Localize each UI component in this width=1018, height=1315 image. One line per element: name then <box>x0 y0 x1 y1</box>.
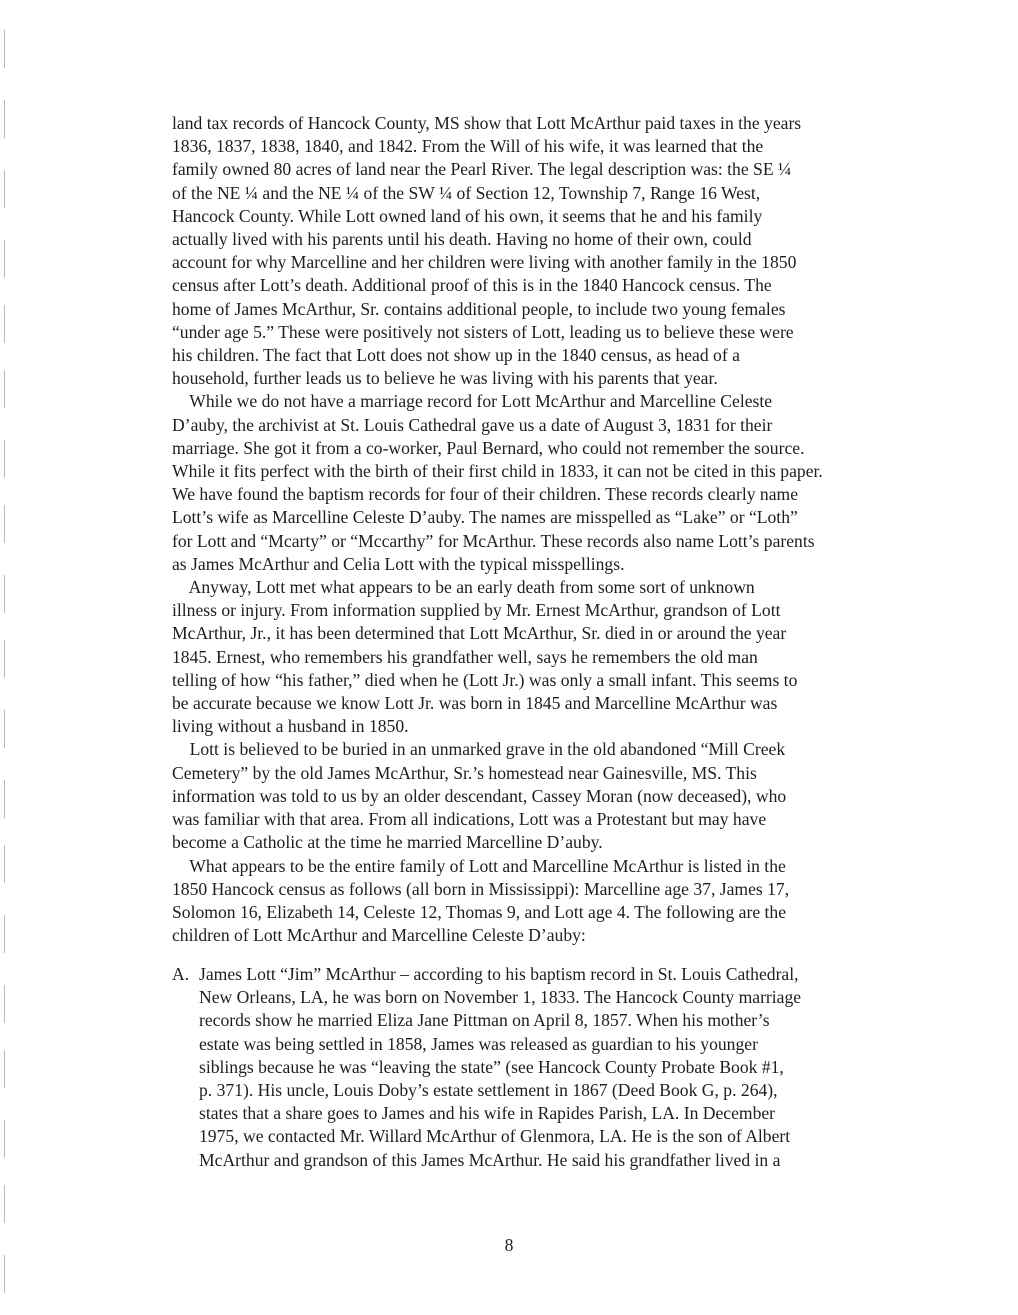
edge-mark <box>4 305 5 343</box>
text-line: What appears to be the entire family of Lott and Marcelline McArthur is listed in the <box>172 855 786 876</box>
edge-mark <box>4 915 5 953</box>
text-line: be accurate because we know Lott Jr. was born in 1845 and Marcelline McArthur was <box>172 693 778 714</box>
text-line: was familiar with that area. From all indications, Lott was a Protestant but may have <box>172 809 767 830</box>
edge-mark <box>4 170 5 208</box>
text-line: We have found the baptism records for four of their children. These records clearly name <box>172 484 799 505</box>
list-marker: A. <box>172 964 190 984</box>
text-line: household, further leads us to believe he was living with his parents that year. <box>172 368 718 389</box>
edge-mark <box>4 240 5 278</box>
text-line: living without a husband in 1850. <box>172 716 409 737</box>
text-line: states that a share goes to James and his wife in Rapides Parish, LA. In December <box>199 1103 776 1124</box>
text-line: 1850 Hancock census as follows (all born in Mississippi): Marcelline age 37, James 17, <box>172 878 790 899</box>
text-line: 1975, we contacted Mr. Willard McArthur of Glenmora, LA. He is the son of Albert <box>199 1126 791 1147</box>
text-line: Lott is believed to be buried in an unmarked grave in the old abandoned “Mill Creek <box>172 739 786 760</box>
text-line: actually lived with his parents until his death. Having no home of their own, could <box>172 229 752 250</box>
edge-mark <box>4 30 5 68</box>
text-line: While it fits perfect with the birth of their first child in 1833, it can not be cited in this paper. <box>172 461 823 482</box>
body-text <box>172 112 932 947</box>
text-line: Cemetery” by the old James McArthur, Sr.’s homestead near Gainesville, MS. This <box>172 762 757 783</box>
edge-mark <box>4 575 5 613</box>
text-line: estate was being settled in 1858, James was released as guardian to his younger <box>199 1033 758 1054</box>
text-line: McArthur, Jr., it has been determined that Lott McArthur, Sr. died in or around the year <box>172 623 787 644</box>
text-line: illness or injury. From information supplied by Mr. Ernest McArthur, grandson of Lott <box>172 600 781 621</box>
text-line: Solomon 16, Elizabeth 14, Celeste 12, Thomas 9, and Lott age 4. The following are the <box>172 901 787 922</box>
list-item-body <box>199 963 932 1172</box>
text-line: Lott’s wife as Marcelline Celeste D’auby. The names are misspelled as “Lake” or “Loth” <box>172 507 798 528</box>
edge-mark <box>4 1050 5 1088</box>
text-line: family owned 80 acres of land near the Pearl River. The legal description was: the SE ¼ <box>172 159 792 180</box>
text-line: New Orleans, LA, he was born on November 1, 1833. The Hancock County marriage <box>199 987 802 1008</box>
edge-mark <box>4 100 5 138</box>
text-line: While we do not have a marriage record for Lott McArthur and Marcelline Celeste <box>172 391 773 412</box>
text-line: 1845. Ernest, who remembers his grandfather well, says he remembers the old man <box>172 646 758 667</box>
text-line: telling of how “his father,” died when he (Lott Jr.) was only a small infant. This seems to <box>172 669 798 690</box>
edge-mark <box>4 640 5 678</box>
text-line: become a Catholic at the time he married Marcelline D’auby. <box>172 832 603 853</box>
text-line: home of James McArthur, Sr. contains additional people, to include two young females <box>172 298 786 319</box>
text-line: as James McArthur and Celia Lott with the typical misspellings. <box>172 553 625 574</box>
text-line: children of Lott McArthur and Marcelline Celeste D’auby: <box>172 925 586 946</box>
text-line: information was told to us by an older descendant, Cassey Moran (now deceased), who <box>172 785 787 806</box>
text-line: 1836, 1837, 1838, 1840, and 1842. From the Will of his wife, it was learned that the <box>172 136 764 157</box>
edge-mark <box>4 985 5 1023</box>
edge-mark <box>4 710 5 748</box>
edge-mark <box>4 440 5 478</box>
text-line: siblings because he was “leaving the state” (see Hancock County Probate Book #1, <box>199 1056 784 1077</box>
edge-mark <box>4 1120 5 1158</box>
text-line: Hancock County. While Lott owned land of his own, it seems that he and his family <box>172 205 763 226</box>
text-line: marriage. She got it from a co-worker, Paul Bernard, who could not remember the source. <box>172 437 805 458</box>
text-line: D’auby, the archivist at St. Louis Cathedral gave us a date of August 3, 1831 for their <box>172 414 773 435</box>
text-line: account for why Marcelline and her children were living with another family in the 1850 <box>172 252 797 273</box>
text-line: “under age 5.” These were positively not sisters of Lott, leading us to believe these were <box>172 321 794 342</box>
page-number: 8 <box>504 1235 514 1255</box>
children-list-item-a <box>172 963 932 1172</box>
edge-mark <box>4 780 5 818</box>
edge-mark <box>4 1185 5 1223</box>
edge-mark <box>4 1255 5 1293</box>
edge-mark <box>4 370 5 408</box>
edge-mark <box>4 845 5 883</box>
text-line: records show he married Eliza Jane Pittman on April 8, 1857. When his mother’s <box>199 1010 770 1031</box>
edge-mark <box>4 505 5 543</box>
text-line: p. 371). His uncle, Louis Doby’s estate settlement in 1867 (Deed Book G, p. 264), <box>199 1080 778 1101</box>
text-line: for Lott and “Mcarty” or “Mccarthy” for McArthur. These records also name Lott’s parents <box>172 530 815 551</box>
text-line: census after Lott’s death. Additional proof of this is in the 1840 Hancock census. The <box>172 275 772 296</box>
text-line: James Lott “Jim” McArthur – according to his baptism record in St. Louis Cathedral, <box>199 964 799 984</box>
binder-edge-marks <box>0 0 10 1315</box>
text-line: Anyway, Lott met what appears to be an early death from some sort of unknown <box>172 577 755 598</box>
text-line: of the NE ¼ and the NE ¼ of the SW ¼ of Section 12, Township 7, Range 16 West, <box>172 182 761 203</box>
text-line: his children. The fact that Lott does not show up in the 1840 census, as head of a <box>172 345 740 366</box>
text-line: McArthur and grandson of this James McArthur. He said his grandfather lived in a <box>199 1149 781 1170</box>
text-line: land tax records of Hancock County, MS show that Lott McArthur paid taxes in the years <box>172 113 802 133</box>
